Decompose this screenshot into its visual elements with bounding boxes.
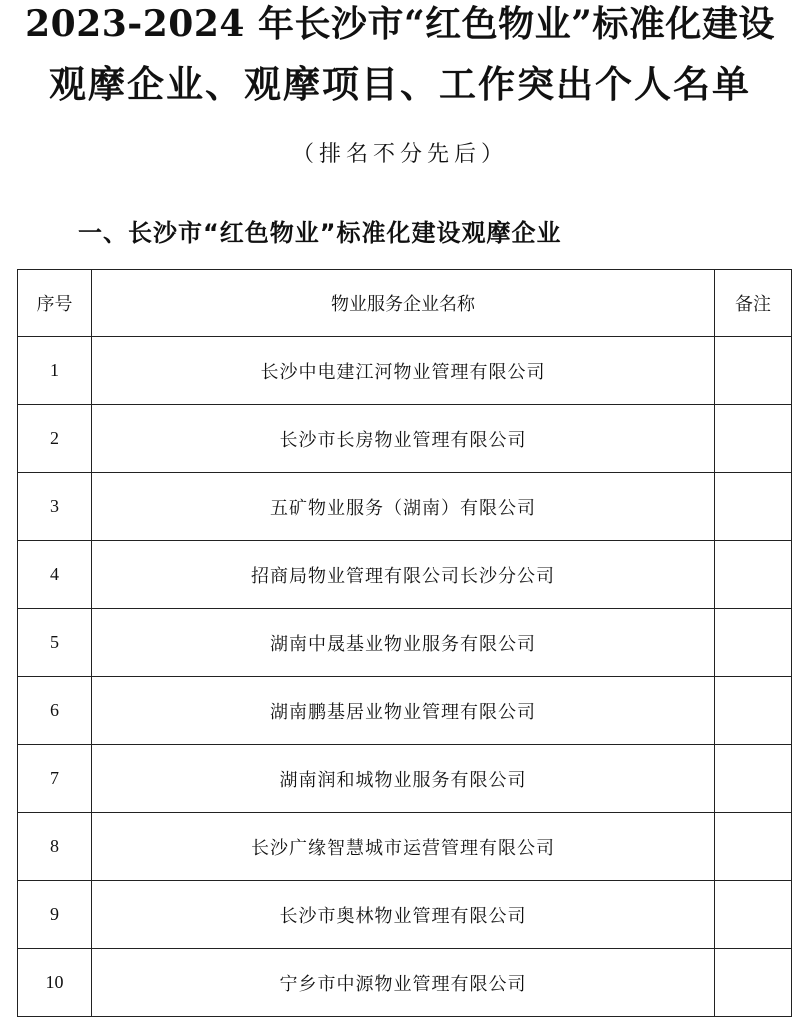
table-row — [18, 745, 792, 813]
serial-number-cell: 1 — [18, 337, 92, 405]
document-title-line-2: 观摩企业、观摩项目、工作突出个人名单 — [49, 62, 751, 106]
table-row — [18, 949, 792, 1017]
company-name-cell: 湖南鹏基居业物业管理有限公司 — [92, 677, 715, 745]
table-row — [18, 405, 792, 473]
company-name-cell: 湖南润和城物业服务有限公司 — [92, 745, 715, 813]
company-name-cell: 宁乡市中源物业管理有限公司 — [92, 949, 715, 1017]
document-title-line-1: 2023-2024 年长沙市“红色物业”标准化建设 — [25, 3, 775, 45]
remarks-cell — [715, 813, 792, 881]
table-header-row — [18, 270, 792, 337]
company-name-cell: 长沙市长房物业管理有限公司 — [92, 405, 715, 473]
remarks-cell — [715, 949, 792, 1017]
table-row — [18, 881, 792, 949]
serial-number-cell: 10 — [18, 949, 92, 1017]
serial-number-cell: 7 — [18, 745, 92, 813]
serial-number-cell: 4 — [18, 541, 92, 609]
serial-number-cell: 8 — [18, 813, 92, 881]
serial-number-cell: 6 — [18, 677, 92, 745]
company-name-cell: 长沙广缘智慧城市运营管理有限公司 — [92, 813, 715, 881]
company-table — [17, 269, 792, 1017]
table-row — [18, 609, 792, 677]
header-remarks: 备注 — [715, 270, 792, 337]
remarks-cell — [715, 541, 792, 609]
table-row — [18, 677, 792, 745]
table-row — [18, 473, 792, 541]
table-row — [18, 541, 792, 609]
document-subtitle: （排名不分先后） — [291, 142, 508, 167]
serial-number-cell: 3 — [18, 473, 92, 541]
company-name-cell: 招商局物业管理有限公司长沙分公司 — [92, 541, 715, 609]
remarks-cell — [715, 745, 792, 813]
table-row — [18, 337, 792, 405]
serial-number-cell: 5 — [18, 609, 92, 677]
company-name-cell: 长沙市奥林物业管理有限公司 — [92, 881, 715, 949]
remarks-cell — [715, 337, 792, 405]
remarks-cell — [715, 405, 792, 473]
table-body — [18, 337, 792, 1017]
section-heading: 一、长沙市“红色物业”标准化建设观摩企业 — [78, 219, 562, 247]
company-name-cell: 湖南中晟基业物业服务有限公司 — [92, 609, 715, 677]
company-name-cell: 五矿物业服务（湖南）有限公司 — [92, 473, 715, 541]
serial-number-cell: 2 — [18, 405, 92, 473]
remarks-cell — [715, 609, 792, 677]
table-row — [18, 813, 792, 881]
remarks-cell — [715, 677, 792, 745]
header-company-name: 物业服务企业名称 — [92, 270, 715, 337]
remarks-cell — [715, 881, 792, 949]
serial-number-cell: 9 — [18, 881, 92, 949]
company-name-cell: 长沙中电建江河物业管理有限公司 — [92, 337, 715, 405]
remarks-cell — [715, 473, 792, 541]
header-serial-number: 序号 — [18, 270, 92, 337]
